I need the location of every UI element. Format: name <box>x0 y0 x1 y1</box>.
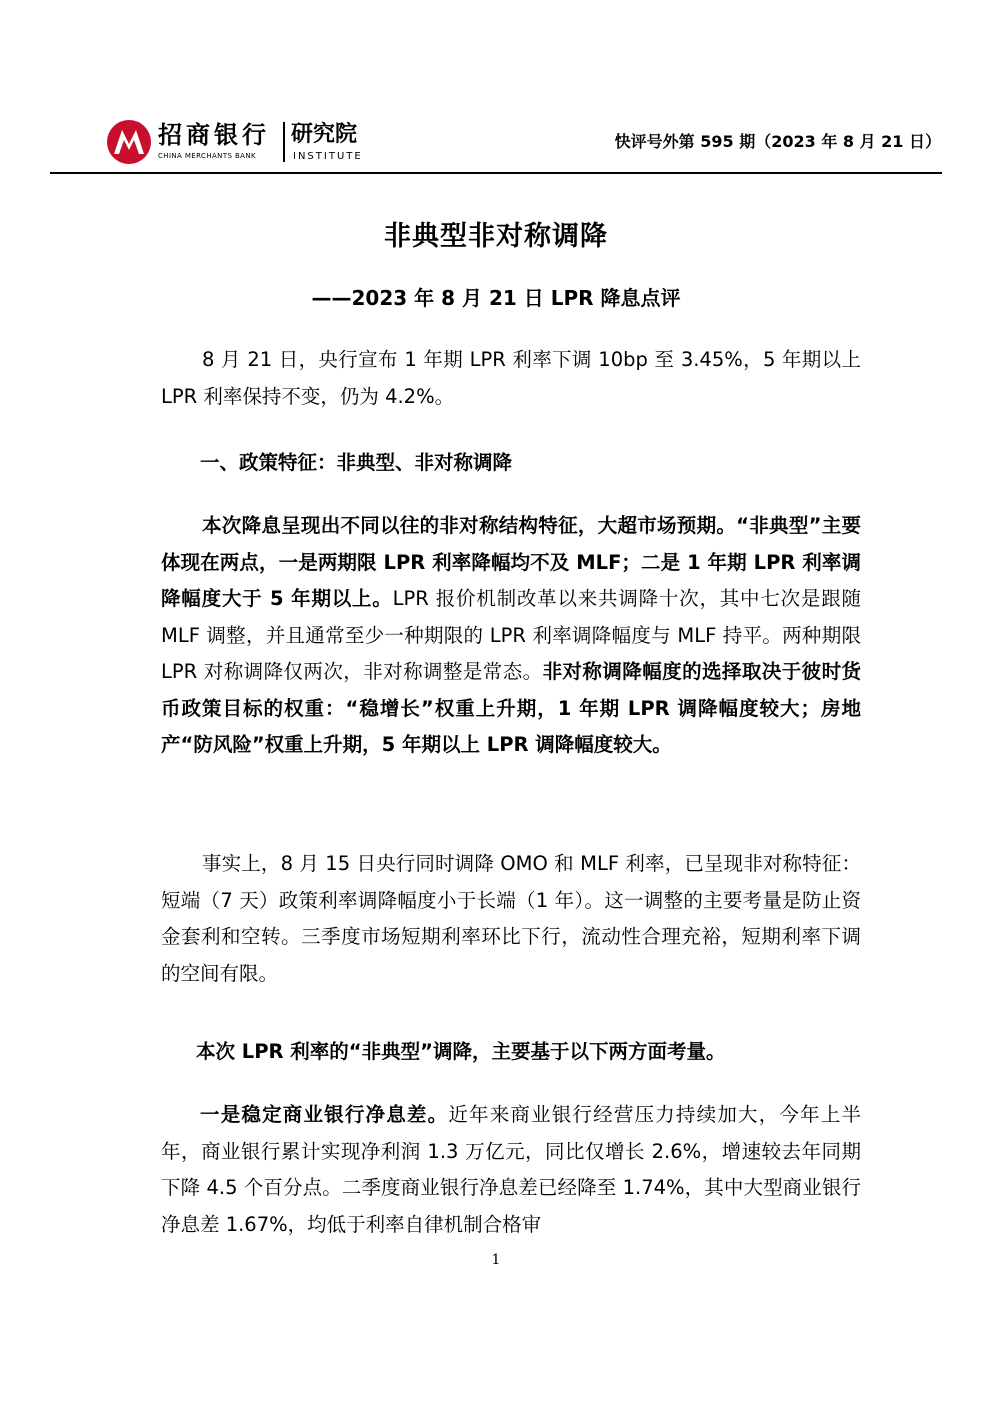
section-heading-1: 一、政策特征：非典型、非对称调降 <box>200 451 513 474</box>
paragraph-net-interest-margin <box>161 1097 861 1243</box>
header-divider <box>283 122 285 162</box>
report-title: 非典型非对称调降 <box>384 221 608 252</box>
paragraph-omo-mlf: 事实上，8 月 15 日央行同时调降 OMO 和 MLF 利率，已呈现非对称特征：短端（7 天）政策利率调降幅度小于长端（1 年）。这一调整的主要考量是防止资金套利和空转。三季度市场短期利率环比下行，流动性合理充裕，短期利率下调的空间有限。 <box>161 852 861 985</box>
brand-name-cn: 招商银行 <box>158 121 270 149</box>
page-number: 1 <box>491 1252 501 1268</box>
institute-name-cn: 研究院 <box>291 122 358 147</box>
institute-name-en: INSTITUTE <box>293 151 363 162</box>
intro-paragraph: 8 月 21 日，央行宣布 1 年期 LPR 利率下调 10bp 至 3.45%，5 年期以上 LPR 利率保持不变，仍为 4.2%。 <box>161 348 861 408</box>
para3-bold: 一是稳定商业银行净息差。 <box>200 1103 449 1126</box>
paragraph-policy-features <box>161 508 861 764</box>
report-subtitle: ——2023 年 8 月 21 日 LPR 降息点评 <box>311 286 681 310</box>
para1-bold-a: 本次降息呈现出不同以往的非对称结构特征，大超市场预期。“非典型”主要体现在两点，一是两期限 LPR 利率降幅均不及 MLF；二是 1 年期 LPR 利率调降幅度大于 5 年期以上。 <box>161 514 861 610</box>
para3-normal: 近年来商业银行经营压力持续加大，今年上半年，商业银行累计实现净利润 1.3 万亿元，同比仅增长 2.6%，增速较去年同期下降 4.5 个百分点。二季度商业银行净息差已经降至 1.74%，其中大型商业银行净息差 1.67%，均低于利率自律机制合格审 <box>161 1103 861 1236</box>
header-rule <box>50 172 942 174</box>
para1-bold-b: 非对称调降幅度的选择取决于彼时货币政策目标的权重：“稳增长”权重上升期，1 年期 LPR 调降幅度较大；房地产“防风险”权重上升期，5 年期以上 LPR 调降幅度较大。 <box>161 660 861 756</box>
cmb-logo-icon <box>105 118 153 166</box>
report-header <box>105 118 941 168</box>
para1-normal: LPR 报价机制改革以来共调降十次，其中七次是跟随 MLF 调整，并且通常至少一种期限的 LPR 利率调降幅度与 MLF 持平。两种期限 LPR 对称调降仅两次，非对称调整是常态。 <box>161 587 861 683</box>
issue-label: 快评号外第 595 期（2023 年 8 月 21 日） <box>614 132 941 151</box>
section-heading-2: 本次 LPR 利率的“非典型”调降，主要基于以下两方面考量。 <box>196 1040 726 1063</box>
brand-name-en: CHINA MERCHANTS BANK <box>158 152 256 160</box>
